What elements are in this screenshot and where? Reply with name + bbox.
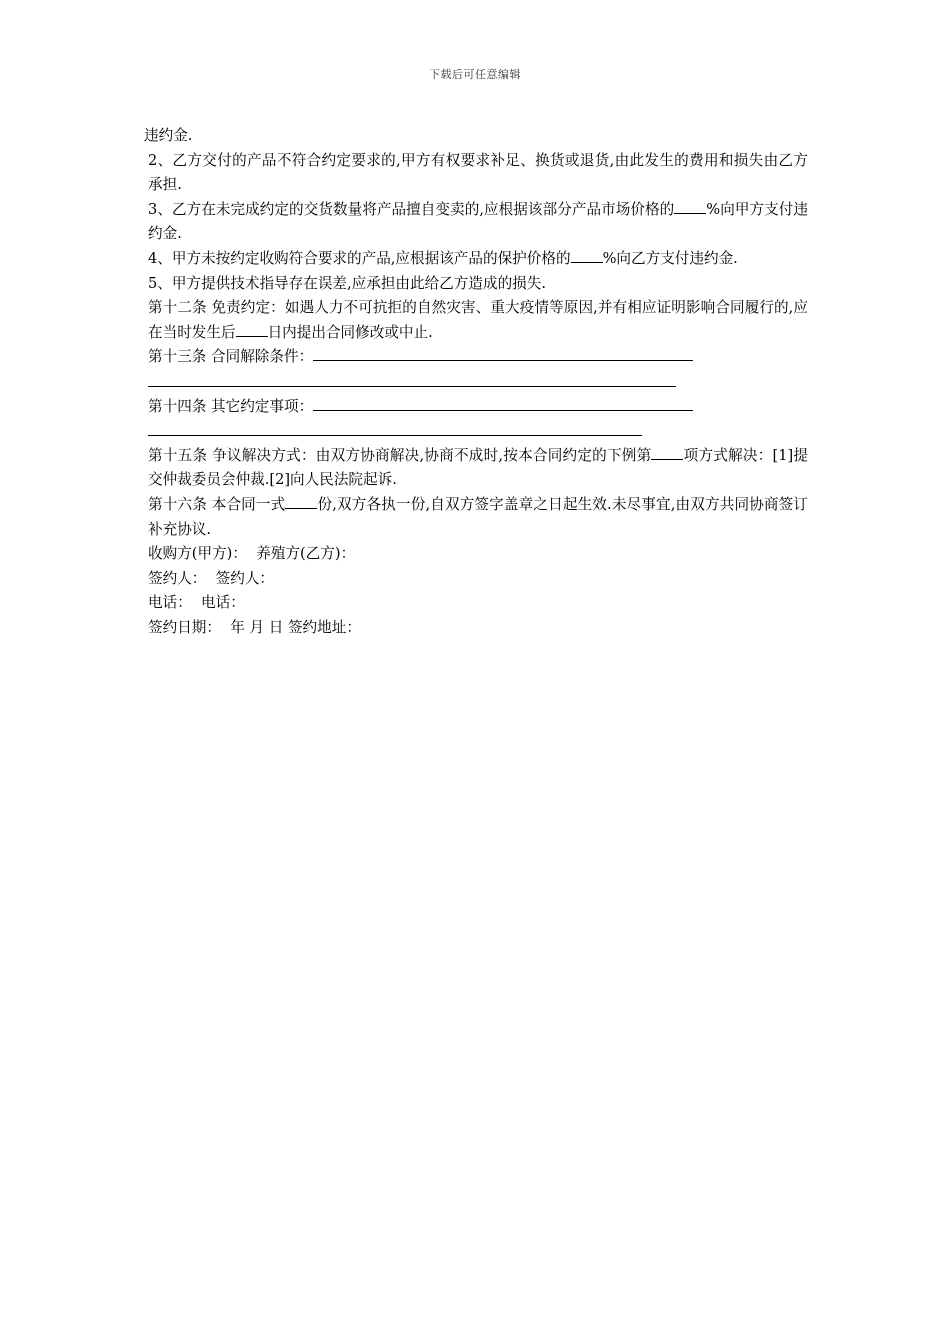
article-14 <box>144 395 808 420</box>
blank-line <box>144 370 808 395</box>
blank-underline <box>148 419 642 436</box>
article-15-text-b: 项方式解决：[1]提交仲裁委员会仲裁.[2]向人民法院起诉. <box>148 446 808 489</box>
article-13-text: 第十三条 合同解除条件： <box>148 348 314 366</box>
article-12-text-b: 日内提出合同修改或中止. <box>267 323 433 341</box>
clause-3-text-b: %向甲方支付违约金. <box>148 200 808 243</box>
article-14-text: 第十四条 其它约定事项： <box>148 397 314 415</box>
signature-signers: 签约人： 签约人： <box>148 569 275 587</box>
clause-3 <box>144 198 808 247</box>
article-16-text-b: 份,双方各执一份,自双方签字盖章之日起生效.未尽事宜,由双方共同协商签订补充协议. <box>148 495 808 538</box>
blank-underline <box>285 493 317 509</box>
paragraph-penalty-tail: 违约金. <box>144 127 193 144</box>
clause-4 <box>144 247 808 272</box>
contract-body <box>144 124 808 640</box>
blank-underline <box>313 395 693 411</box>
article-16-text-a: 第十六条 本合同一式 <box>148 495 286 513</box>
blank-underline <box>148 370 676 387</box>
blank-underline <box>571 247 603 263</box>
blank-underline <box>674 198 706 214</box>
article-12 <box>144 296 808 345</box>
blank-underline <box>313 345 693 361</box>
blank-underline <box>651 444 683 460</box>
article-16 <box>144 493 808 542</box>
page-header: 下载后可任意编辑 <box>429 68 521 81</box>
clause-2: 2、乙方交付的产品不符合约定要求的,甲方有权要求补足、换货或退货,由此发生的费用和损失由乙方承担. <box>148 151 808 194</box>
article-15-text-a: 第十五条 争议解决方式：由双方协商解决,协商不成时,按本合同约定的下例第 <box>148 446 652 464</box>
article-13 <box>144 345 808 370</box>
article-12-text-a: 第十二条 免责约定：如遇人力不可抗拒的自然灾害、重大疫情等原因,并有相应证明影响合同履行的,应在当时发生后 <box>148 299 808 341</box>
clause-3-text-a: 3、乙方在未完成约定的交货数量将产品擅自变卖的,应根据该部分产品市场价格的 <box>148 200 675 218</box>
blank-underline <box>236 321 268 337</box>
clause-4-text-a: 4、甲方未按约定收购符合要求的产品,应根据该产品的保护价格的 <box>148 249 571 267</box>
blank-line <box>144 419 808 444</box>
signature-date-address: 签约日期： 年 月 日 签约地址： <box>148 618 361 636</box>
signature-phones: 电话： 电话： <box>148 594 245 612</box>
signature-parties: 收购方(甲方)： 养殖方(乙方)： <box>148 545 356 563</box>
article-15 <box>144 444 808 493</box>
clause-5: 5、甲方提供技术指导存在误差,应承担由此给乙方造成的损失. <box>148 274 547 292</box>
clause-4-text-b: %向乙方支付违约金. <box>602 249 738 267</box>
